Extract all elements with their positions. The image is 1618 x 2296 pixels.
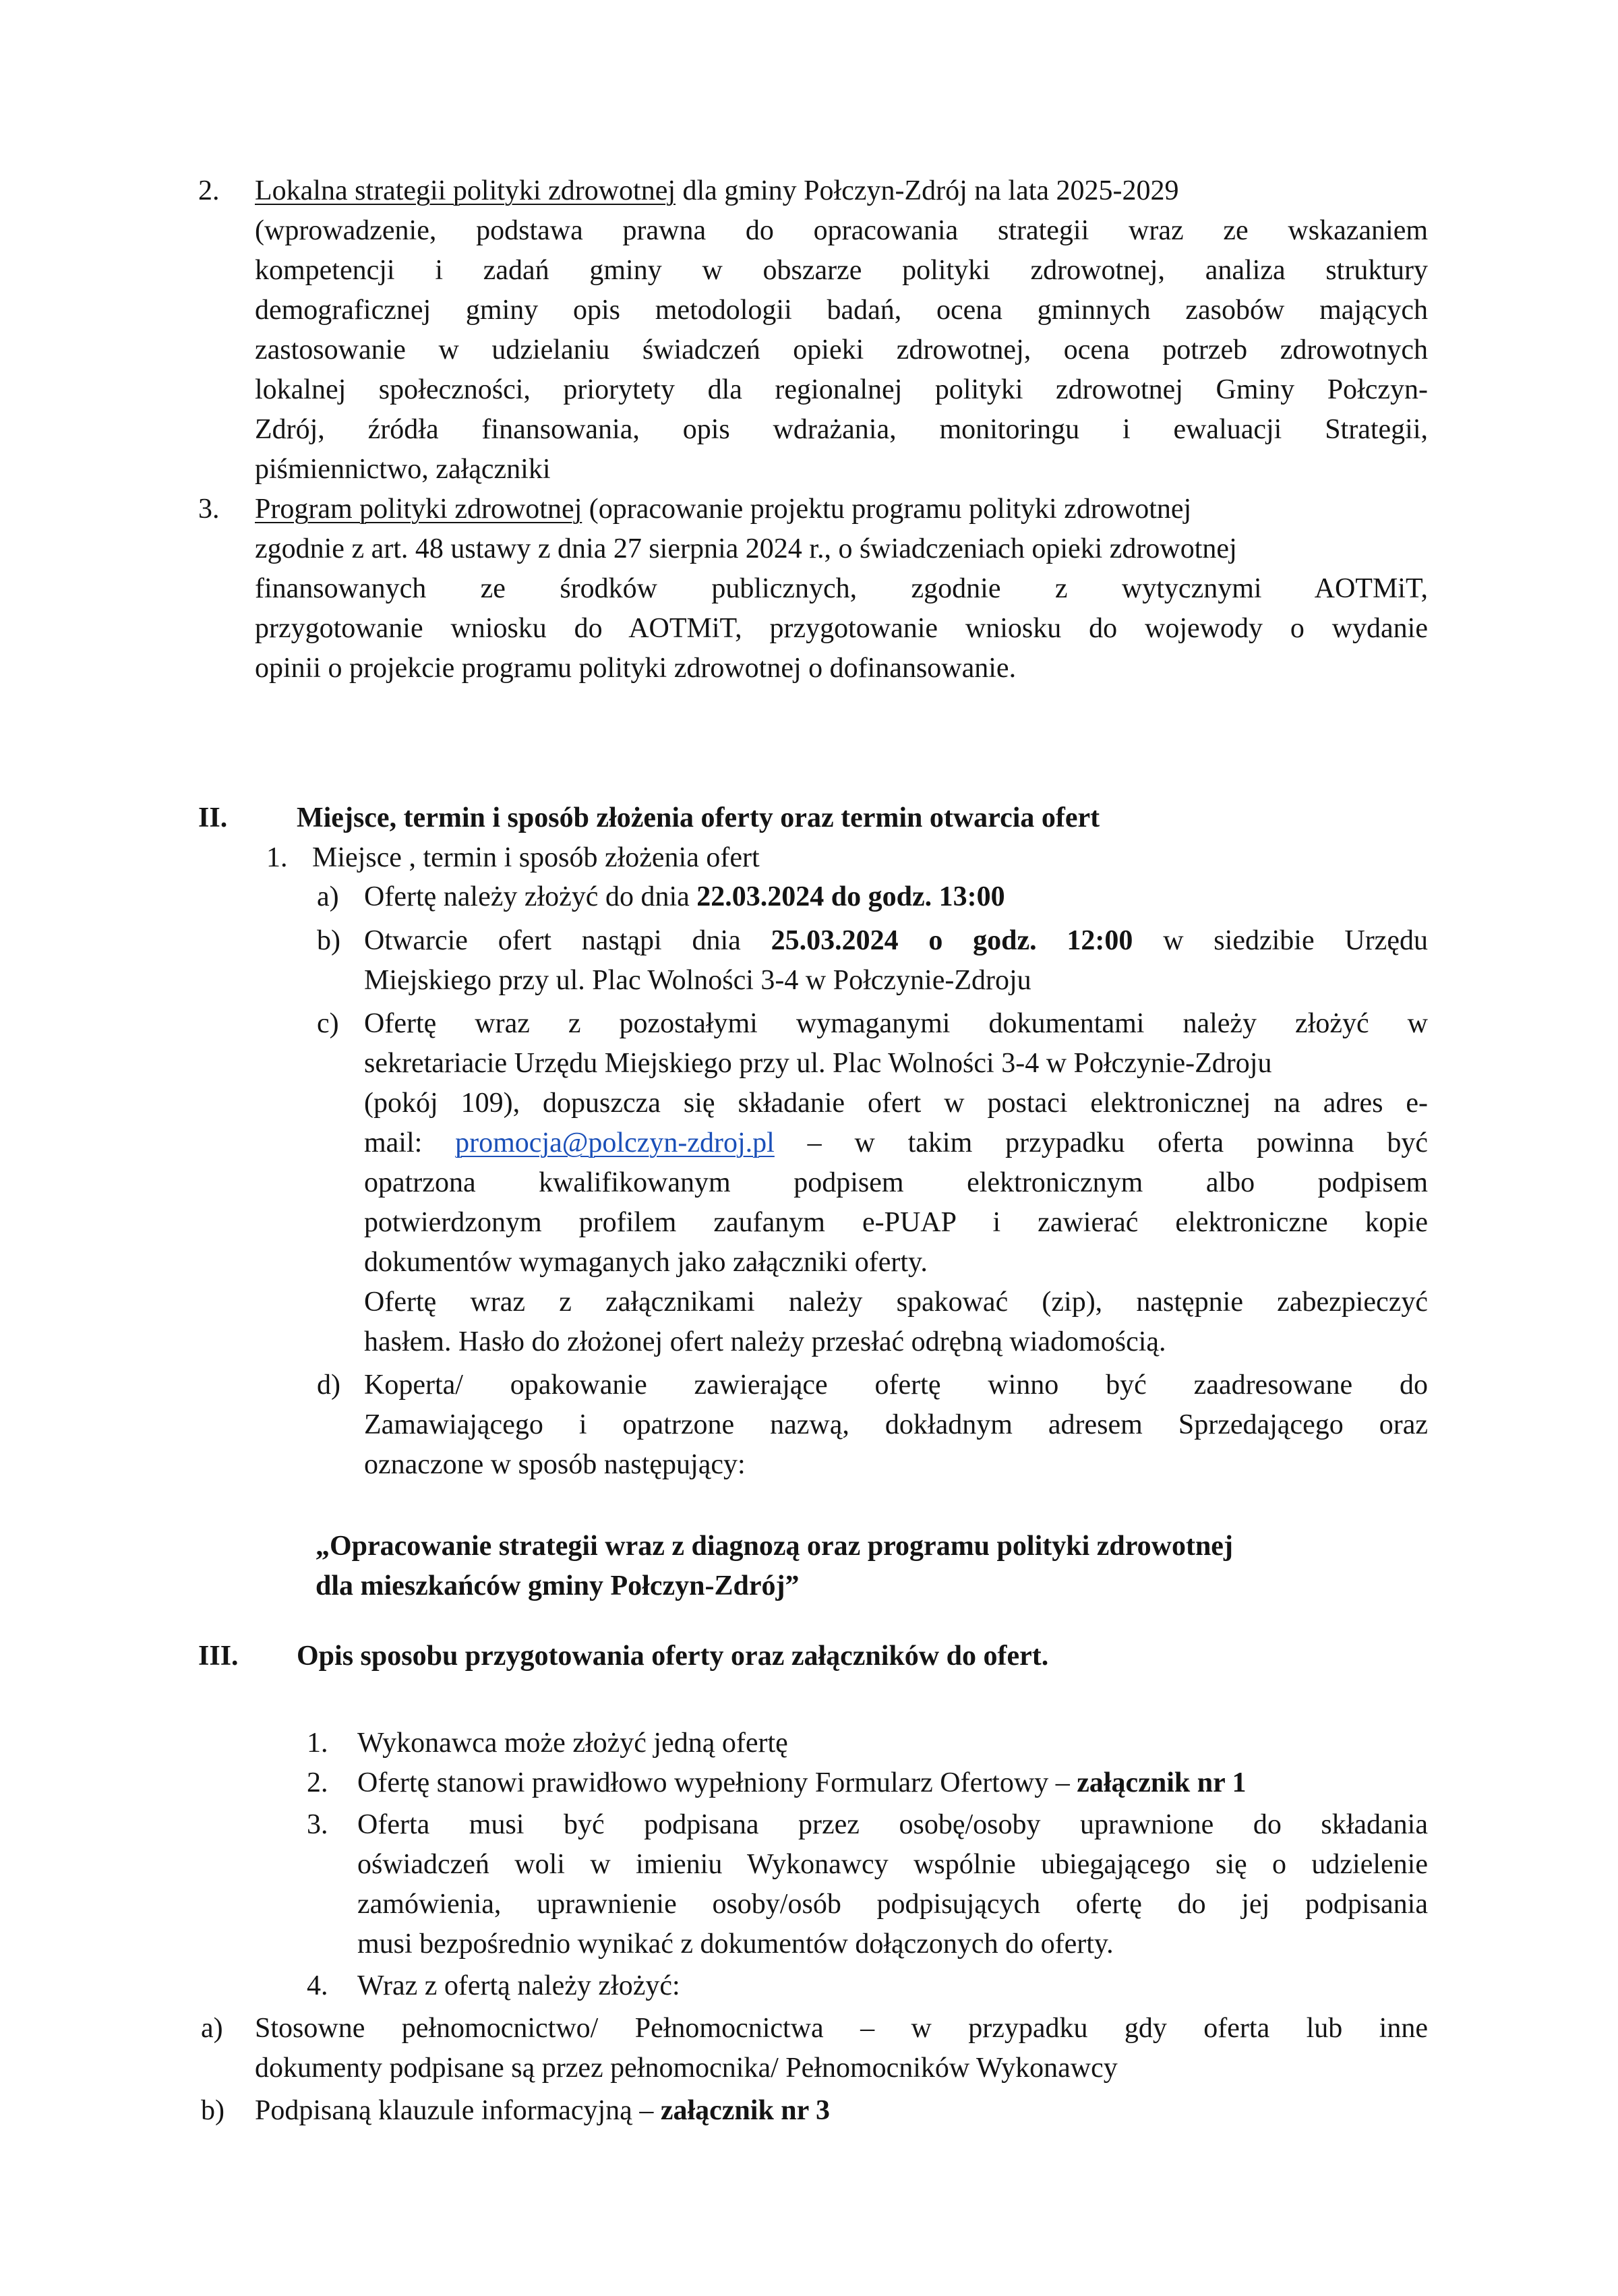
sec3-item-2-text: Ofertę stanowi prawidłowo wypełniony Formularz Ofertowy –: [357, 1767, 1077, 1798]
section-heading: Miejsce, termin i sposób złożenia oferty oraz termin otwarcia ofert: [297, 802, 1100, 833]
point-a-deadline: 22.03.2024 do godz. 13:00: [696, 881, 1005, 912]
item3-line-2: zgodnie z art. 48 ustawy z dnia 27 sierpnia 2024 r., o świadczeniach opieki zdrowotnej: [255, 533, 1237, 564]
sec3-point-a-line-2: dokumenty podpisane są przez pełnomocnika/ Pełnomocników Wykonawcy: [255, 2053, 1118, 2084]
point-c-line-4-rest: – w takim przypadku oferta powinna być: [774, 1127, 1428, 1158]
item3-line-5: opinii o projekcie programu polityki zdrowotnej o dofinansowanie.: [255, 653, 1017, 684]
point-c-line-1: Ofertę wraz z pozostałymi wymaganymi dokumentami należy złożyć w: [364, 1008, 1428, 1039]
sec3-item-4: Wraz z ofertą należy złożyć:: [357, 1970, 680, 2001]
point-c-line-2: sekretariacie Urzędu Miejskiego przy ul. Plac Wolności 3-4 w Połczynie-Zdroju: [364, 1048, 1272, 1079]
letter-marker: b): [201, 2095, 224, 2126]
sec3-point-b-text: Podpisaną klauzule informacyjną –: [255, 2095, 661, 2126]
attachment-ref: załącznik nr 3: [660, 2095, 831, 2126]
item-number: 4.: [307, 1970, 328, 2001]
point-d-line-3: oznaczone w sposób następujący:: [364, 1449, 746, 1480]
point-a-text: Ofertę należy złożyć do dnia: [364, 881, 697, 912]
point-b-date: 25.03.2024 o godz. 12:00: [771, 925, 1133, 956]
letter-marker: a): [201, 2013, 223, 2044]
sec3-item-3-line-2: oświadczeń woli w imieniu Wykonawcy wspólnie ubiegającego się o udzielenie: [357, 1849, 1428, 1880]
item3-line-1: [255, 489, 1191, 529]
point-c-line-5: opatrzona kwalifikowanym podpisem elektronicznym albo podpisem: [364, 1167, 1428, 1198]
point-d-line-2: Zamawiającego i opatrzone nazwą, dokładnym adresem Sprzedającego oraz: [364, 1409, 1428, 1440]
item2-line-6: lokalnej społeczności, priorytety dla regionalnej polityki zdrowotnej Gminy Połczyn-: [255, 374, 1428, 405]
section-roman-numeral: II.: [198, 802, 228, 833]
item2-line-8: piśmiennictwo, załączniki: [255, 454, 551, 485]
point-c-email-label: mail:: [364, 1127, 456, 1158]
point-b-text: Otwarcie ofert nastąpi dnia: [364, 925, 771, 956]
sub-heading: Miejsce , termin i sposób złożenia ofert: [312, 842, 760, 873]
item-number: 3.: [198, 494, 220, 525]
item2-line-2: (wprowadzenie, podstawa prawna do opracowania strategii wraz ze wskazaniem: [255, 215, 1428, 246]
letter-marker: d): [317, 1370, 340, 1401]
quoted-title-line-1: „Opracowanie strategii wraz z diagnozą oraz programu polityki zdrowotnej: [316, 1531, 1233, 1562]
sec3-point-a-line-1: Stosowne pełnomocnictwo/ Pełnomocnictwa – w przypadku gdy oferta lub inne: [255, 2013, 1428, 2044]
item3-line-1-rest: (opracowanie projektu programu polityki zdrowotnej: [582, 494, 1192, 525]
sec3-item-3-line-3: zamówienia, uprawnienie osoby/osób podpisujących ofertę do jej podpisania: [357, 1889, 1428, 1920]
sec3-point-b: [255, 2090, 830, 2131]
item3-title: Program polityki zdrowotnej: [255, 494, 582, 525]
item-number: 2.: [198, 175, 220, 206]
point-b-line-1: [364, 920, 1428, 961]
sub-number: 1.: [266, 842, 288, 873]
item2-line-4: demograficznej gminy opis metodologii badań, ocena gminnych zasobów mających: [255, 295, 1428, 326]
item2-line-1: [255, 171, 1179, 211]
point-d-line-1: Koperta/ opakowanie zawierające ofertę winno być zaadresowane do: [364, 1370, 1428, 1401]
point-a-line: [364, 877, 1005, 917]
item2-line-7: Zdrój, źródła finansowania, opis wdrażania, monitoringu i ewaluacji Strategii,: [255, 414, 1428, 445]
item3-line-4: przygotowanie wniosku do AOTMiT, przygotowanie wniosku do wojewody o wydanie: [255, 613, 1428, 644]
letter-marker: a): [317, 881, 339, 912]
item-number: 3.: [307, 1809, 328, 1840]
item3-line-3: finansowanych ze środków publicznych, zgodnie z wytycznymi AOTMiT,: [255, 573, 1428, 604]
point-b-line-2: Miejskiego przy ul. Plac Wolności 3-4 w Połczynie-Zdroju: [364, 965, 1031, 996]
point-c-line-3: (pokój 109), dopuszcza się składanie ofert w postaci elektronicznej na adres e-: [364, 1088, 1428, 1119]
section-heading: Opis sposobu przygotowania oferty oraz załączników do ofert.: [297, 1641, 1049, 1672]
letter-marker: c): [317, 1008, 339, 1039]
point-c-line-7: dokumentów wymaganych jako załączniki oferty.: [364, 1247, 928, 1278]
item2-title: Lokalna strategii polityki zdrowotnej: [255, 175, 676, 206]
sec3-item-3-line-4: musi bezpośrednio wynikać z dokumentów dołączonych do oferty.: [357, 1929, 1114, 1960]
item2-line-3: kompetencji i zadań gminy w obszarze polityki zdrowotnej, analiza struktury: [255, 255, 1428, 286]
item2-line-1-rest: dla gminy Połczyn-Zdrój na lata 2025-2029: [676, 175, 1179, 206]
point-c-line-9: hasłem. Hasło do złożonej ofert należy przesłać odrębną wiadomością.: [364, 1326, 1166, 1357]
point-b-text-end: w siedzibie Urzędu: [1133, 925, 1428, 956]
email-link[interactable]: promocja@polczyn-zdroj.pl: [455, 1127, 775, 1158]
item-number: 1.: [307, 1728, 328, 1759]
section-roman-numeral: III.: [198, 1641, 239, 1672]
point-c-line-6: potwierdzonym profilem zaufanym e-PUAP i zawierać elektroniczne kopie: [364, 1207, 1428, 1238]
sec3-item-3-line-1: Oferta musi być podpisana przez osobę/osoby uprawnione do składania: [357, 1809, 1428, 1840]
point-c-line-8: Ofertę wraz z załącznikami należy spakować (zip), następnie zabezpieczyć: [364, 1287, 1428, 1318]
attachment-ref: załącznik nr 1: [1077, 1767, 1247, 1798]
point-c-line-4: [364, 1123, 1428, 1163]
item-number: 2.: [307, 1767, 328, 1798]
letter-marker: b): [317, 925, 340, 956]
sec3-item-1: Wykonawca może złożyć jedną ofertę: [357, 1728, 788, 1759]
item2-line-5: zastosowanie w udzielaniu świadczeń opieki zdrowotnej, ocena potrzeb zdrowotnych: [255, 334, 1428, 365]
sec3-item-2: [357, 1763, 1246, 1803]
quoted-title-line-2: dla mieszkańców gminy Połczyn-Zdrój”: [316, 1570, 800, 1601]
